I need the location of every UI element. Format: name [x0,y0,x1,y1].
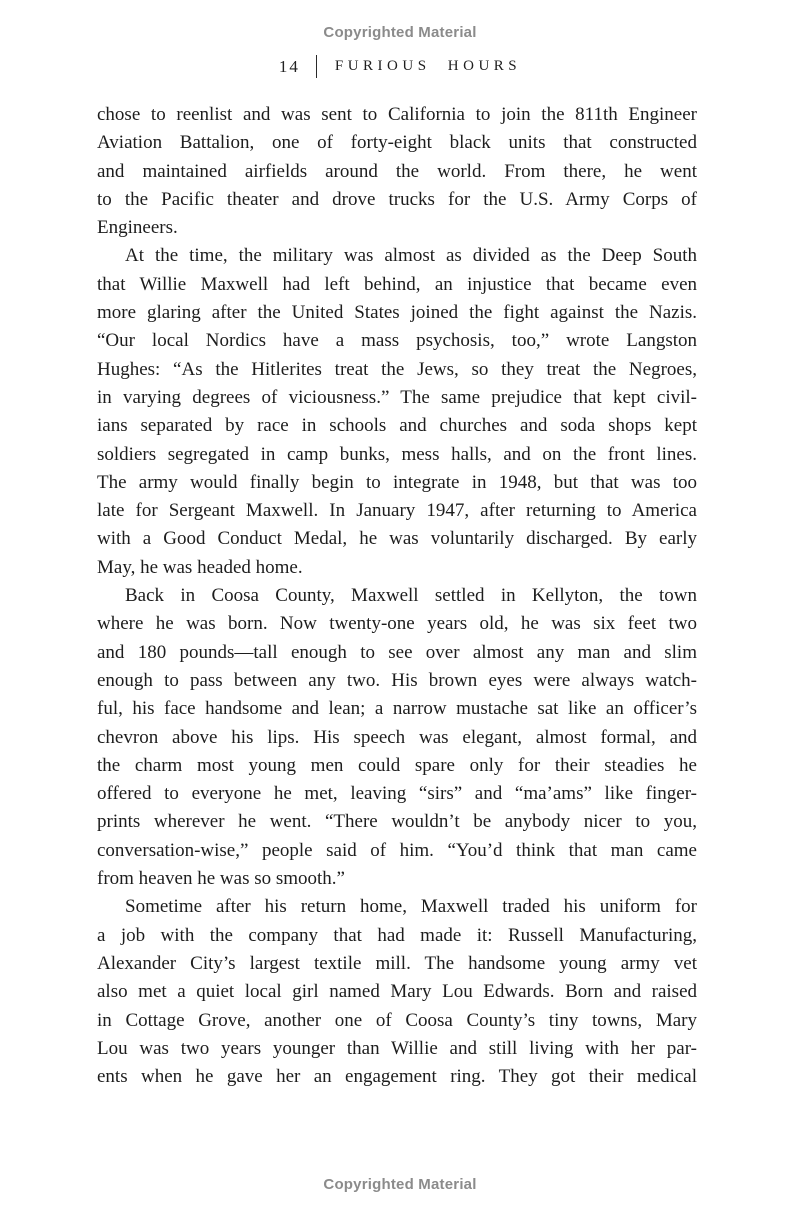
text-line: ians separated by race in schools and churches and soda shops kept [97,415,697,437]
text-line: “Our local Nordics have a mass psychosis, too,” wrote Langston [97,330,697,352]
paragraph [97,242,697,582]
text-line: The army would finally begin to integrate in 1948, but that was too [97,471,697,493]
text-line: and maintained airfields around the world. From there, he went [97,160,697,182]
text-line: offered to everyone he met, leaving “sirs” and “ma’ams” like finger- [97,783,697,805]
text-line: Aviation Battalion, one of forty-eight black units that constructed [97,132,697,154]
paragraph [97,582,697,893]
text-line: with a Good Conduct Medal, he was voluntarily discharged. By early [97,528,697,550]
text-line: enough to pass between any two. His brown eyes were always watch- [97,669,697,691]
book-title: FURIOUS HOURS [334,58,522,74]
text-line: in varying degrees of viciousness.” The same prejudice that kept civil- [97,386,697,408]
bottom-copyright-notice: Copyrighted Material [323,1176,477,1193]
paragraph [97,893,697,1091]
text-line: At the time, the military was almost as divided as the Deep South [125,245,697,267]
body-text [97,101,697,1091]
text-line: prints wherever he went. “There wouldn’t be anybody nicer to you, [97,811,697,833]
text-line: Lou was two years younger than Willie and still living with her par- [97,1037,697,1059]
text-line: Engineers. [97,217,178,239]
text-line: ful, his face handsome and lean; a narrow mustache sat like an officer’s [97,698,697,720]
text-line: from heaven he was so smooth.” [97,868,345,890]
text-line: more glaring after the United States joined the fight against the Nazis. [97,302,697,324]
text-line: soldiers segregated in camp bunks, mess halls, and on the front lines. [97,443,697,465]
text-line: conversation-wise,” people said of him. “You’d think that man came [97,839,697,861]
text-line: late for Sergeant Maxwell. In January 1947, after returning to America [97,500,697,522]
text-line: also met a quiet local girl named Mary Lou Edwards. Born and raised [97,981,697,1003]
header-separator [316,55,317,78]
text-line: a job with the company that had made it: Russell Manufacturing, [97,924,697,946]
text-line: that Willie Maxwell had left behind, an injustice that became even [97,273,697,295]
paragraph [97,101,697,242]
text-line: and 180 pounds—tall enough to see over almost any man and slim [97,641,697,663]
text-line: in Cottage Grove, another one of Coosa County’s tiny towns, Mary [97,1009,697,1031]
text-line: Alexander City’s largest textile mill. The handsome young army vet [97,952,697,974]
text-line: to the Pacific theater and drove trucks for the U.S. Army Corps of [97,188,697,210]
text-line: May, he was headed home. [97,556,303,578]
page-number: 14 [278,56,300,76]
text-line: chevron above his lips. His speech was elegant, almost formal, and [97,726,697,748]
text-line: ents when he gave her an engagement ring. They got their medical [97,1066,697,1088]
text-line: where he was born. Now twenty-one years old, he was six feet two [97,613,697,635]
text-line: the charm most young men could spare only for their steadies he [97,754,697,776]
text-line: Back in Coosa County, Maxwell settled in Kellyton, the town [125,585,697,607]
text-line: chose to reenlist and was sent to California to join the 811th Engineer [97,104,697,125]
text-line: Hughes: “As the Hitlerites treat the Jews, so they treat the Negroes, [97,358,697,380]
text-line: Sometime after his return home, Maxwell traded his uniform for [125,896,697,918]
top-copyright-notice: Copyrighted Material [323,24,477,41]
running-header [0,55,800,78]
